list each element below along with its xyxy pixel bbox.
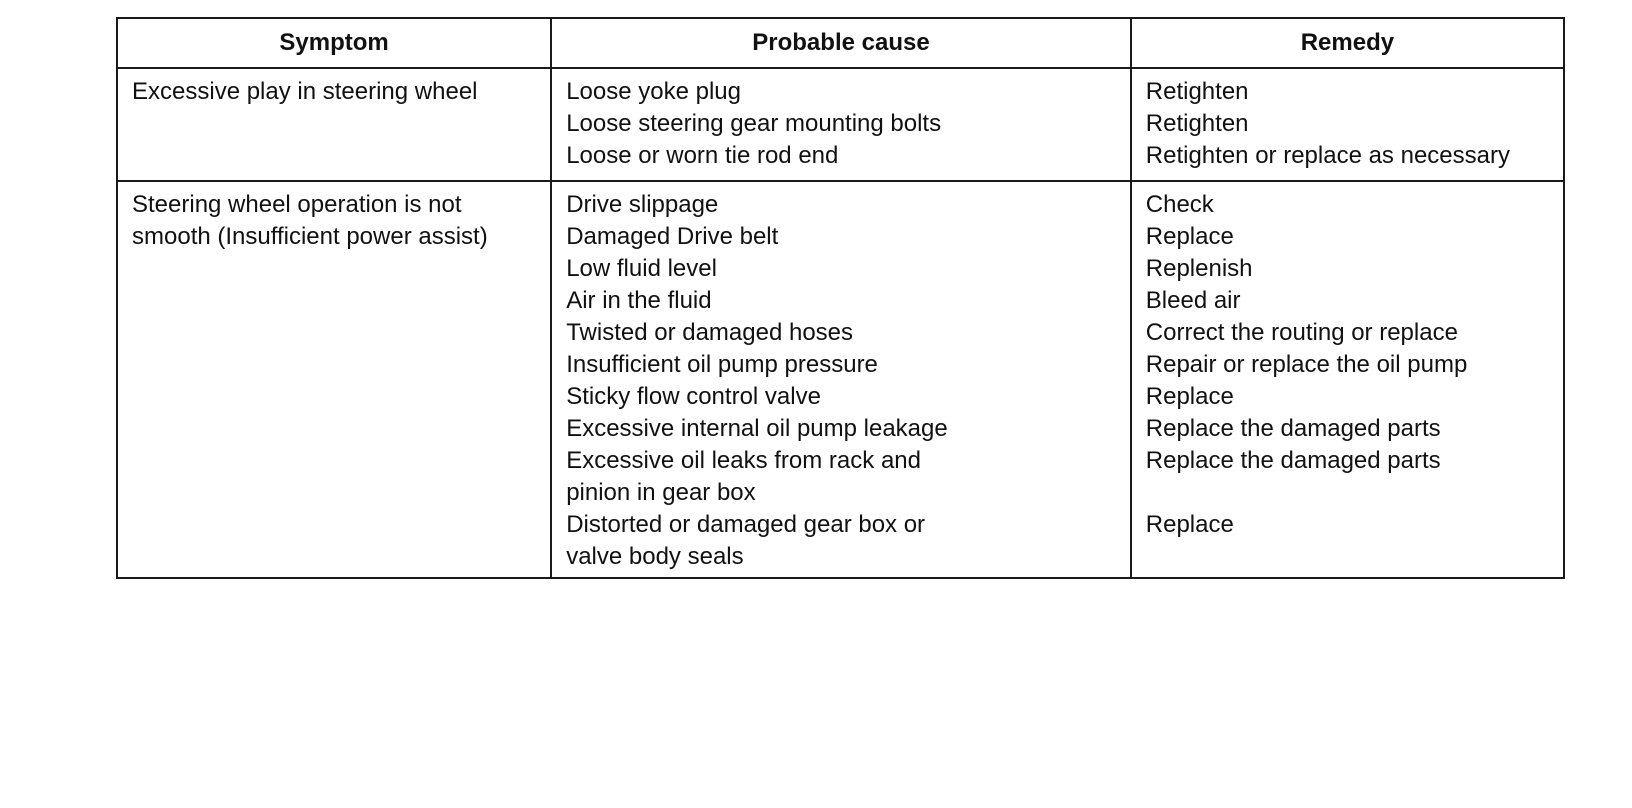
cause-cell [551,181,1131,578]
symptom-text: smooth (Insufficient power assist) [132,223,488,250]
remedy-item: Retighten [1145,78,1249,105]
header-probable-cause: Probable cause [551,18,1131,68]
remedy-item: Retighten [1145,110,1249,137]
table-row [117,68,1564,181]
cause-item: pinion in gear box [566,479,756,506]
remedy-item: Retighten or replace as necessary [1145,142,1510,169]
cause-item: Insufficient oil pump pressure [566,351,878,378]
remedy-item: Replace [1145,511,1234,538]
remedy-item: Correct the routing or replace [1145,319,1458,346]
cause-item: Air in the fluid [566,287,712,314]
remedy-item: Replace the damaged parts [1145,415,1441,442]
cause-item: Loose steering gear mounting bolts [566,110,942,137]
remedy-item: Replenish [1145,255,1253,282]
remedy-cell [1131,181,1564,578]
symptom-text: Excessive play in steering wheel [132,78,478,105]
header-remedy: Remedy [1131,18,1564,68]
remedy-item: Replace [1145,223,1234,250]
remedy-item: Bleed air [1145,287,1241,314]
symptom-cell [117,181,551,578]
cause-item: Sticky flow control valve [566,383,821,410]
troubleshooting-table [116,17,1565,579]
cause-item: Low fluid level [566,255,717,282]
remedy-item: Replace [1145,383,1234,410]
cause-item: Excessive oil leaks from rack and [566,447,921,474]
cause-item: Twisted or damaged hoses [566,319,854,346]
cause-item: Loose or worn tie rod end [566,142,839,169]
symptom-text: Steering wheel operation is not [132,191,462,218]
cause-item: Damaged Drive belt [566,223,779,250]
header-symptom: Symptom [117,18,551,68]
remedy-item: Check [1145,191,1214,218]
cause-item: Distorted or damaged gear box or [566,511,926,538]
cause-item: valve body seals [566,543,744,570]
remedy-item [1146,477,1549,509]
cause-item: Drive slippage [566,191,719,218]
cause-item: Excessive internal oil pump leakage [566,415,948,442]
cause-cell [551,68,1131,181]
symptom-cell [117,68,551,181]
cause-item: Loose yoke plug [566,78,741,105]
remedy-cell [1131,68,1564,181]
remedy-item: Repair or replace the oil pump [1145,351,1468,378]
header-row [117,18,1564,68]
table-row [117,181,1564,578]
remedy-item [1146,541,1549,573]
remedy-item: Replace the damaged parts [1145,447,1441,474]
